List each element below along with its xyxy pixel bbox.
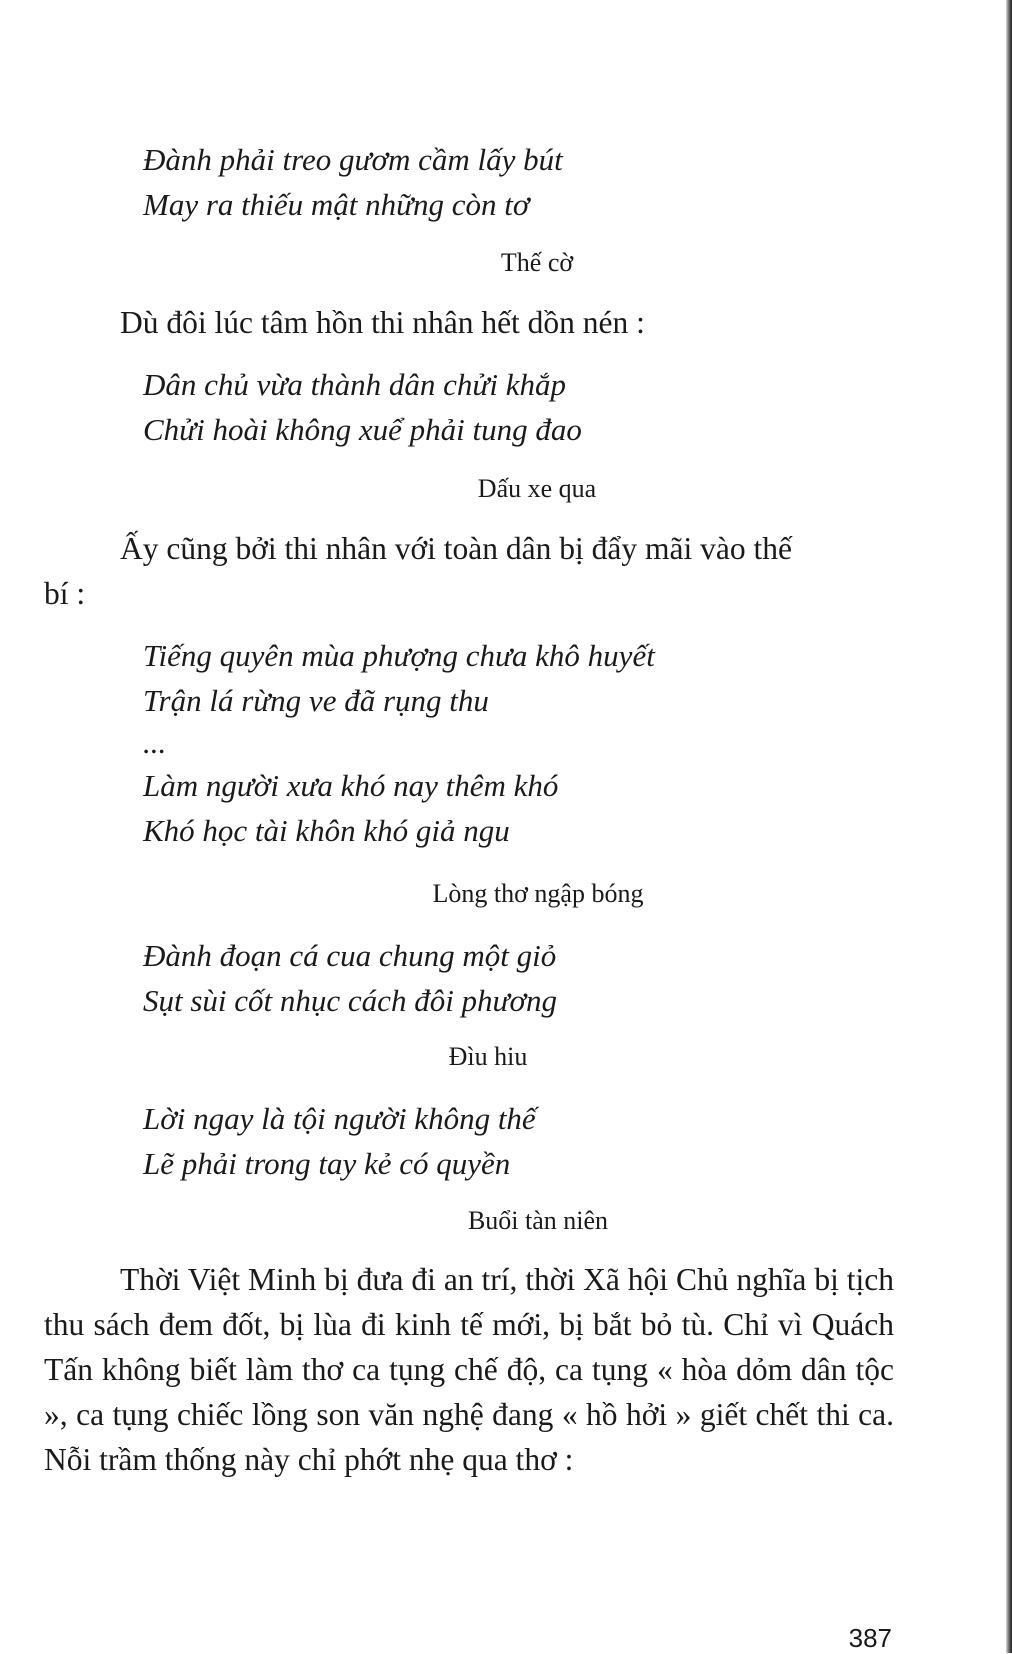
verse-block bbox=[143, 362, 582, 452]
paragraph-continuation: bí : bbox=[44, 576, 86, 611]
paragraph-first-line: Ấy cũng bởi thi nhân với toàn dân bị đẩy mãi vào thế bbox=[120, 531, 792, 566]
verse-line: Sụt sùi cốt nhục cách đôi phương bbox=[143, 983, 558, 1018]
poem-source: Dấu xe qua bbox=[477, 474, 597, 503]
verse-line: Đành đoạn cá cua chung một giỏ bbox=[143, 938, 557, 973]
verse-block bbox=[143, 633, 655, 853]
verse-line: Tiếng quyên mùa phượng chưa khô huyết bbox=[143, 638, 655, 673]
prose-paragraph: Thời Việt Minh bị đưa đi an trí, thời Xã hội Chủ nghĩa bị tịch thu sách đem đốt, bị lùa đi kinh tế mới, bị bắt bỏ tù. Chỉ vì Quách Tấn không biết làm thơ ca tụng chế độ, ca tụng « hòa dỏm dân tộc », ca tụng chiếc lồng son văn nghệ đang « hồ hởi » giết chết thi ca. Nỗi trầm thống này chỉ phớt nhẹ qua thơ : bbox=[44, 1262, 894, 1477]
verse-line: Lẽ phải trong tay kẻ có quyền bbox=[143, 1146, 511, 1181]
page-edge-shadow bbox=[1006, 0, 1012, 1653]
poem-source: Buổi tàn niên bbox=[467, 1206, 609, 1235]
verse-line: Đành phải treo gươm cầm lấy bút bbox=[143, 142, 563, 177]
verse-line: May ra thiếu mật những còn tơ bbox=[143, 187, 530, 222]
verse-block bbox=[143, 1096, 536, 1186]
poem-source: Đìu hiu bbox=[448, 1042, 528, 1071]
verse-block bbox=[143, 933, 557, 1023]
prose-paragraph bbox=[44, 300, 894, 345]
verse-ellipsis: ... bbox=[143, 725, 167, 760]
verse-line: Làm người xưa khó nay thêm khó bbox=[143, 768, 559, 803]
paragraph-text: Dù đôi lúc tâm hồn thi nhân hết dồn nén : bbox=[120, 305, 645, 340]
poem-source: Lòng thơ ngập bóng bbox=[432, 879, 644, 908]
verse-line: Chửi hoài không xuể phải tung đao bbox=[143, 412, 582, 447]
prose-paragraph bbox=[44, 526, 894, 616]
verse-line: Lời ngay là tội người không thế bbox=[143, 1101, 536, 1136]
verse-line: Khó học tài khôn khó giả ngu bbox=[143, 813, 510, 848]
verse-block bbox=[143, 137, 563, 227]
verse-line: Dân chủ vừa thành dân chửi khắp bbox=[143, 367, 566, 402]
page-number: 387 bbox=[848, 1623, 892, 1653]
verse-line: Trận lá rừng ve đã rụng thu bbox=[143, 683, 489, 718]
poem-source: Thế cờ bbox=[500, 248, 574, 277]
